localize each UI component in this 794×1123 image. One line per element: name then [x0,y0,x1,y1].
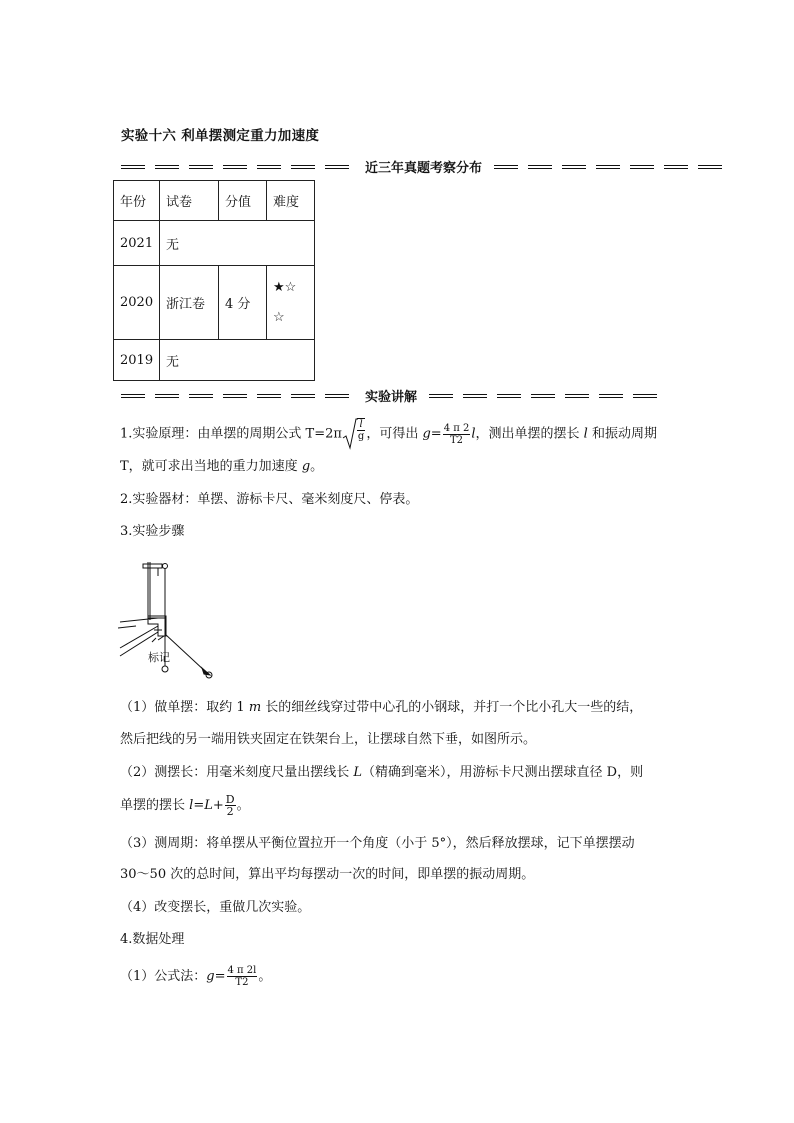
step3-line1: （3）测周期：将单摆从平衡位置拉开一个角度（小于 5°），然后释放摆球，记下单摆摆动 [120,836,635,851]
symbol-L: L [204,798,213,813]
symbol-g: g [422,426,431,442]
fraction-denominator: 2 [226,805,234,818]
principle-paragraph-line1 [120,418,657,450]
fraction-denominator: T2 [450,434,464,446]
step-text: （1）做单摆：取约 1 [120,700,249,715]
table-row [114,340,315,381]
sqrt-numerator: l [357,419,365,431]
step2-line2 [120,794,250,817]
cell-paper: 无 [160,340,315,381]
step-text: （精确到毫米），用游标卡尺测出摆球直径 D，则 [362,765,644,780]
plus-sign: + [212,798,224,813]
equals-sign: = [214,969,226,984]
fraction-denominator: T2 [235,977,249,988]
section-heading-explanation: 实验讲解 [365,390,418,405]
step2-line1 [120,765,643,781]
fraction-numerator: D [225,793,235,806]
marker-label: 标记 [148,652,170,664]
fraction-numerator: 4 π 2l [227,965,257,976]
table-header-row [114,181,315,221]
section-divider-distribution [121,157,732,176]
table-row [114,266,315,340]
step-text: 长的细丝线穿过带中心孔的小钢球，并打一个比小孔大一些的结， [261,700,643,715]
step3-line2: 30～50 次的总时间，算出平均每摆动一次的时间，即单摆的振动周期。 [120,867,535,882]
cell-paper: 浙江卷 [160,266,219,340]
principle-text: 1.实验原理：由单摆的周期公式 T=2π [120,426,342,442]
data-processing-heading: 4.数据处理 [120,932,185,947]
step-text: 。 [236,798,250,813]
step-text: （2）测摆长：用毫米刻度尺量出摆线长 [120,765,354,780]
table-row [114,221,315,266]
header-difficulty: 难度 [267,181,315,221]
header-year: 年份 [114,181,160,221]
sqrt-denominator: g [357,431,365,442]
principle-text: 和振动周期 [587,426,657,442]
sqrt-formula [342,418,366,450]
difficulty-stars-line2: ☆ [273,309,285,325]
cell-year: 2020 [114,266,160,340]
principle-text: ，可得出 [366,426,423,442]
pendulum-figure [118,556,224,680]
symbol-l: l [189,798,194,813]
sqrt-fraction [357,418,365,442]
cell-score: 4 分 [219,266,267,340]
symbol-g: g [206,969,215,984]
sqrt-sign [342,418,358,450]
top-clamp [143,564,162,568]
formula-fraction [227,965,258,988]
step1-line2: 然后把线的另一端用铁夹固定在铁架台上，让摆球自然下垂，如图所示。 [120,732,537,747]
step4: （4）改变摆长，重做几次实验。 [120,900,311,915]
equipment-paragraph: 2.实验器材：单摆、游标卡尺、毫米刻度尺、停表。 [120,492,419,507]
fraction-numerator: 4 π 2 [443,422,470,434]
principle-text: ，测出单摆的摆长 [475,426,584,442]
exam-distribution-table [113,180,315,381]
cell-year: 2019 [114,340,160,381]
unit-m: m [248,700,262,715]
principle-paragraph-line2 [120,459,323,475]
formula-method-line [120,965,271,988]
section-heading-distribution: 近三年真题考察分布 [365,161,483,176]
symbol-L: L [353,765,363,780]
method-text: 。 [258,969,272,984]
formula-fraction [225,794,236,817]
section-divider-explanation [121,386,667,405]
symbol-l: l [583,426,588,442]
method-text: （1）公式法： [120,969,207,984]
step-text: 单摆的摆长 [120,798,190,813]
pendulum-bob [162,666,168,672]
principle-text: 。 [310,459,324,474]
page-title: 实验十六 利单摆测定重力加速度 [121,128,320,144]
symbol-g: g [301,459,311,474]
symbol-l: l [471,426,476,442]
difficulty-stars-line1: ★☆ [273,279,297,295]
header-score: 分值 [219,181,267,221]
header-paper: 试卷 [160,181,219,221]
cell-year: 2021 [114,221,160,266]
cell-difficulty [267,266,315,340]
equals-sign: = [430,426,442,442]
cell-paper: 无 [160,221,315,266]
formula-fraction [443,423,471,446]
steps-heading: 3.实验步骤 [120,524,185,539]
principle-text: T，就可求出当地的重力加速度 [120,459,302,474]
step1-line1 [120,700,642,716]
equals-sign: = [193,798,205,813]
